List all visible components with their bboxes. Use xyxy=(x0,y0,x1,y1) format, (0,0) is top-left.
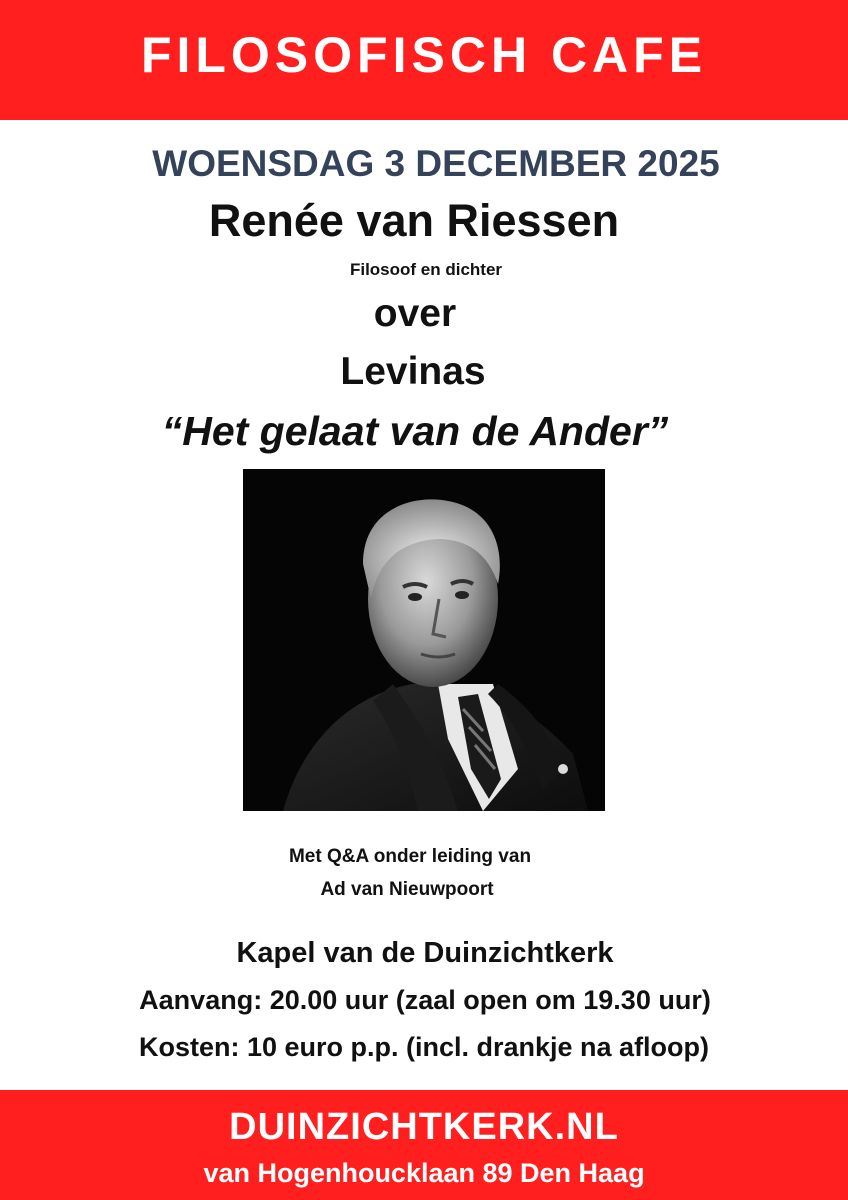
event-subtitle: “Het gelaat van de Ander” xyxy=(161,408,669,454)
website-link[interactable]: DUINZICHTKERK.NL xyxy=(229,1106,619,1148)
header-title: FILOSOFISCH CAFE xyxy=(140,27,708,83)
connector-word: over xyxy=(373,292,457,335)
cost-info: Kosten: 10 euro p.p. (incl. drankje na afloop) xyxy=(138,1032,710,1062)
speaker-name: Renée van Riessen xyxy=(208,195,620,246)
venue: Kapel van de Duinzichtkerk xyxy=(236,937,614,969)
speaker-role: Filosoof en dichter xyxy=(349,260,503,279)
portrait-illustration xyxy=(243,469,605,811)
portrait-photo xyxy=(243,469,605,811)
qa-moderator: Ad van Nieuwpoort xyxy=(320,879,494,900)
event-date: WOENSDAG 3 DECEMBER 2025 xyxy=(152,143,720,184)
address: van Hogenhoucklaan 89 Den Haag xyxy=(203,1158,645,1188)
qa-line-1: Met Q&A onder leiding van xyxy=(288,846,532,867)
start-time: Aanvang: 20.00 uur (zaal open om 19.30 uur) xyxy=(139,985,711,1015)
event-topic: Levinas xyxy=(340,350,486,393)
